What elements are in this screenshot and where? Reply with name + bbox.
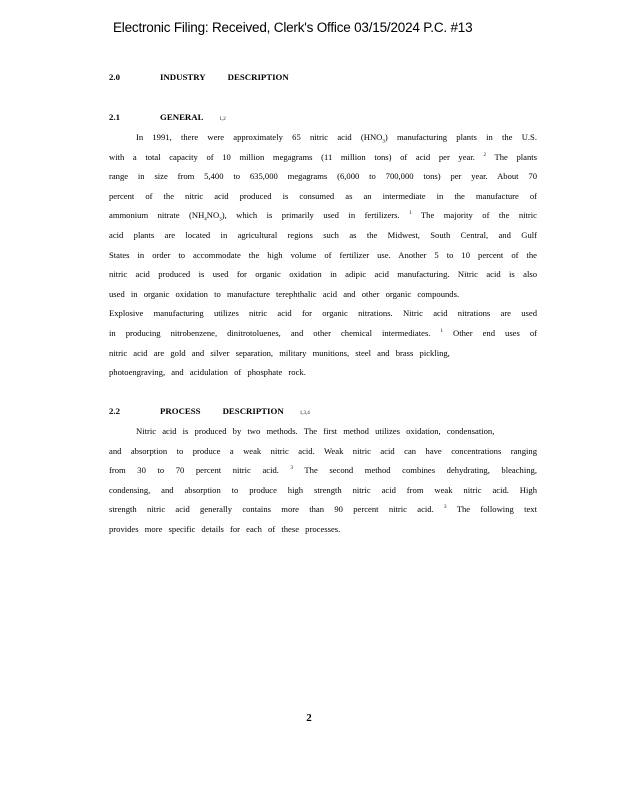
text-line: condensing, and absorption to produce high strength nitric acid from weak nitric acid. High [109,484,537,495]
text-line: provides more specific details for each of these processes. [109,523,341,534]
text-line: used in organic oxidation to manufacture terephthalic acid and other organic compounds. [109,288,460,299]
section-title-word: PROCESS [160,406,201,416]
section-title-word: DESCRIPTION [227,72,289,82]
text-line: In 1991, there were approximately 65 nitric acid $(HNO_3)$ manufacturing plants in the U.S. [136,132,537,145]
section-number: 2.0 [109,72,120,82]
text-line: Nitric acid is produced by two methods. The first method utilizes oxidation, condensation, [136,426,495,436]
section-number: 2.1 [109,112,120,122]
text-line: strength nitric acid generally contains more than 90 percent nitric acid. $^3$ The following text [109,504,537,515]
text-line: percent of the nitric acid produced is consumed as an intermediate in the manufacture of [109,190,537,201]
section-title: GENERAL [160,112,204,122]
text-line: and absorption to produce a weak nitric acid. Weak nitric acid can have concentrations ranging [109,445,537,456]
section-heading-2-0 [109,72,289,82]
section-title-word: INDUSTRY [160,72,206,82]
text-line: ammonium nitrate $(NH_4NO_3)$, which is primarily used in fertilizers. $^1$ The majority of the nitric [109,210,537,224]
text-line: nitric acid are gold and silver separation, military munitions, steel and brass pickling, [109,347,450,358]
text-line: photoengraving, and acidulation of phosphate rock. [109,367,306,378]
text-line: nitric acid produced is used for organic oxidation in adipic acid manufacturing. Nitric acid is also [109,269,537,280]
paragraph-process-description [109,422,537,540]
paragraph-general [109,128,537,383]
text-line: in producing nitrobenzene, dinitrotoluenes, and other chemical intermediates. $^1$ Other end uses of [109,327,537,338]
section-title-word: DESCRIPTION [222,406,284,416]
text-line: States in order to accommodate the high volume of fertilizer use. Another 5 to 10 percent of the [109,249,537,260]
filing-header: Electronic Filing: Received, Clerk's Office 03/15/2024 P.C. #13 [113,20,473,35]
text-line: from 30 to 70 percent nitric acid. $^3$ The second method combines dehydrating, bleaching, [109,465,537,476]
text-line: with a total capacity of 10 million megagrams (11 million tons) of acid per year. $^2$ The plants [109,151,537,162]
section-heading-2-1: 2.1 GENERAL 1,2 [109,112,226,122]
text-line: range in size from 5,400 to 635,000 megagrams (6,000 to 700,000 tons) per year. About 70 [109,171,537,182]
page-number: 2 [306,712,312,724]
section-heading-2-2: 2.2 PROCESS DESCRIPTION 1,3,4 [109,406,310,416]
section-number: 2.2 [109,406,120,416]
text-line: acid plants are located in agricultural regions such as the Midwest, South Central, and Gulf [109,229,537,240]
text-line: Explosive manufacturing utilizes nitric acid for organic nitrations. Nitric acid nitrations are used [109,308,537,319]
